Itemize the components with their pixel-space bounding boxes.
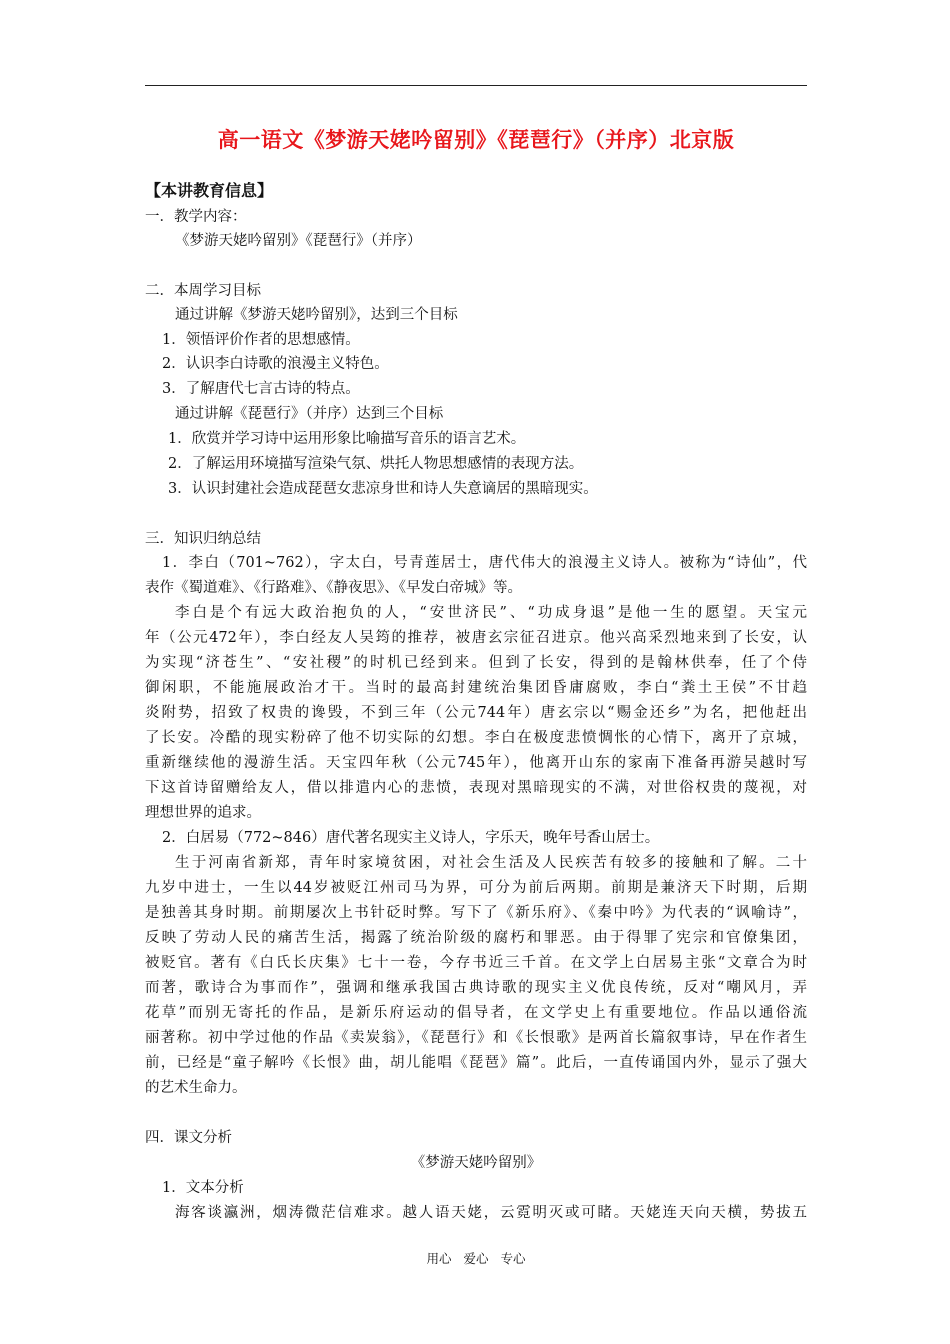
baijuyi-line: 2．白居易（772~846）唐代著名现实主义诗人，字乐天，晚年号香山居士。: [162, 830, 660, 846]
section-1-content: 《梦游天姥吟留别》《琵琶行》（并序）: [175, 233, 422, 249]
subsection-heading: 1．文本分析: [162, 1180, 244, 1196]
baijuyi-line: 前，已经是“童子解吟《长恨》曲，胡儿能唱《琵琶》篇”。此后，一直传诵国内外，显示了强大: [145, 1055, 807, 1071]
section-1-heading: 一．教学内容：: [145, 209, 247, 225]
goals-intro-1: 通过讲解《梦游天姥吟留别》，达到三个目标: [175, 307, 458, 323]
baijuyi-line: 丽著称。初中学过他的作品《卖炭翁》，《琵琶行》和《长恨歌》是两首长篇叙事诗，早在作者生: [145, 1030, 807, 1046]
baijuyi-line: 而著，歌诗合为事而作”，强调和继承我国古典诗歌的现实主义优良传统，反对“嘲风月，弄: [145, 980, 807, 996]
libai-line: 了长安。冷酷的现实粉碎了他不切实际的幻想。李白在极度悲愤惆怅的心情下，离开了京城，: [145, 730, 807, 746]
poem-title: 《梦游天姥吟留别》: [410, 1155, 542, 1171]
goal-item: 3．了解唐代七言古诗的特点。: [162, 381, 360, 397]
baijuyi-line: 花草”而别无寄托的作品，是新乐府运动的倡导者，在文学史上有重要地位。作品以通俗流: [145, 1005, 807, 1021]
goal-item: 1．欣赏并学习诗中运用形象比喻描写音乐的语言艺术。: [168, 431, 526, 447]
baijuyi-line: 是独善其身时期。前期屡次上书针砭时弊。写下了《新乐府》、《秦中吟》为代表的“讽喻诗”，: [145, 905, 807, 921]
libai-line: 炎附势，招致了权贵的谗毁，不到三年（公元744年）唐玄宗以“赐金还乡”为名，把他赶出: [145, 705, 807, 721]
goal-item: 3．认识封建社会造成琵琶女悲凉身世和诗人失意谪居的黑暗现实。: [168, 481, 598, 497]
poem-text-line: 海客谈瀛洲，烟涛微茫信难求。越人语天姥，云霓明灭或可睹。天姥连天向天横，势拔五: [175, 1205, 807, 1221]
libai-line: 重新继续他的漫游生活。天宝四年秋（公元745年），他离开山东的家南下准备再游吴越时写: [145, 755, 807, 771]
baijuyi-line: 生于河南省新郑，青年时家境贫困，对社会生活及人民疾苦有较多的接触和了解。二十: [175, 855, 807, 871]
section-3-heading: 三．知识归纳总结: [145, 531, 261, 547]
baijuyi-line: 反映了劳动人民的痛苦生活，揭露了统治阶级的腐朽和罪恶。由于得罪了宪宗和官僚集团，: [145, 930, 807, 946]
baijuyi-line: 九岁中进士，一生以44岁被贬江州司马为界，可分为前后两期。前期是兼济天下时期，后期: [145, 880, 807, 896]
libai-line: 1．李白（701~762），字太白，号青莲居士，唐代伟大的浪漫主义诗人。被称为“诗仙”，代: [162, 555, 807, 571]
header-rule: [145, 85, 807, 86]
libai-line: 表作《蜀道难》、《行路难》、《静夜思》、《早发白帝城》等。: [145, 580, 522, 596]
goal-item: 2．认识李白诗歌的浪漫主义特色。: [162, 356, 389, 372]
page-title: 高一语文《梦游天姥吟留别》《琵琶行》（并序）北京版: [217, 128, 735, 152]
section-2-heading: 二．本周学习目标: [145, 283, 261, 299]
baijuyi-line: 的艺术生命力。: [145, 1080, 247, 1096]
libai-line: 李白是个有远大政治抱负的人，“安世济民”、“功成身退”是他一生的愿望。天宝元: [175, 605, 807, 621]
page-footer: 用心 爱心 专心: [426, 1251, 526, 1266]
libai-line: 年（公元472年），李白经友人吴筠的推荐，被唐玄宗征召进京。他兴高采烈地来到了长安，认: [145, 630, 807, 646]
goals-intro-2: 通过讲解《琵琶行》（并序）达到三个目标: [175, 406, 444, 422]
info-heading: 【本讲教育信息】: [145, 181, 274, 200]
libai-line: 御闲职，不能施展政治才干。当时的最高封建统治集团昏庸腐败，李白“粪土王侯”不甘趋: [145, 680, 807, 696]
goal-item: 2．了解运用环境描写渲染气氛、烘托人物思想感情的表现方法。: [168, 456, 584, 472]
libai-line: 为实现“济苍生”、“安社稷”的时机已经到来。但到了长安，得到的是翰林供奉，任了个侍: [145, 655, 807, 671]
baijuyi-line: 被贬官。著有《白氏长庆集》七十一卷，今存书近三千首。在文学上白居易主张“文章合为时: [145, 955, 807, 971]
libai-line: 下这首诗留赠给友人，借以排遣内心的悲愤，表现对黑暗现实的不满，对世俗权贵的蔑视，对: [145, 780, 807, 796]
libai-line: 理想世界的追求。: [145, 805, 261, 821]
goal-item: 1．领悟评价作者的思想感情。: [162, 332, 360, 348]
section-4-heading: 四．课文分析: [145, 1130, 232, 1146]
